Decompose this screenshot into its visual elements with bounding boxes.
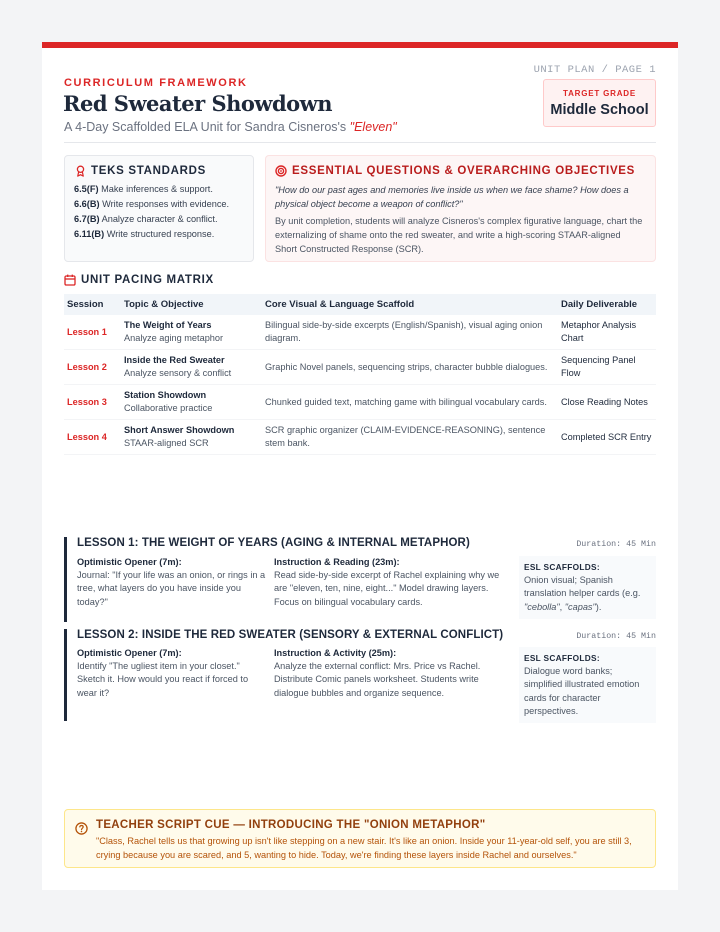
- topic-title: Inside the Red Sweater: [124, 355, 225, 365]
- scaffold-cell: Chunked guided text, matching game with bilingual vocabulary cards.: [262, 385, 558, 420]
- opener-text: Journal: "If your life was an onion, or rings in a tree, what layers do you have inside you today?": [77, 570, 266, 607]
- essential-questions-box: [265, 155, 656, 262]
- help-circle-icon: [75, 822, 88, 835]
- esl-spanish-word: "cebolla": [524, 601, 560, 612]
- deliverable-cell: Completed SCR Entry: [558, 420, 656, 455]
- essential-heading-text: ESSENTIAL QUESTIONS & OVERARCHING OBJECTIVES: [292, 165, 636, 177]
- esl-end: ).: [595, 601, 602, 612]
- overarching-objective: By unit completion, students will analyze Cisneros's complex figurative language, chart the externalizing of shame onto the red sweater, and write a high-scoring STAAR-aligned Short Constructed Response (SCR).: [275, 216, 643, 254]
- calendar-icon: [64, 274, 76, 286]
- lesson-duration: Duration: 45 Min: [576, 632, 656, 641]
- teacher-script-callout: [64, 809, 656, 868]
- column-header: Core Visual & Language Scaffold: [262, 294, 558, 315]
- esl-label: ESL SCAFFOLDS:: [524, 653, 600, 663]
- top-accent-bar: [42, 42, 678, 48]
- target-icon: [275, 165, 287, 177]
- page-title: Red Sweater Showdown: [63, 91, 333, 116]
- teks-item: [74, 197, 253, 212]
- instruction-column: [274, 647, 510, 700]
- session-cell: Lesson 3: [64, 385, 121, 420]
- page-label: UNIT PLAN / PAGE 1: [533, 64, 656, 76]
- teks-heading: [75, 165, 253, 177]
- lesson-title: LESSON 1: THE WEIGHT OF YEARS (AGING & INTERNAL METAPHOR): [77, 537, 470, 549]
- essential-question: "How do our past ages and memories live inside us when we face shame? How does a physical object become a weapon of conflict?": [275, 185, 629, 209]
- page-subtitle: [64, 120, 397, 134]
- topic-title: Short Answer Showdown: [124, 425, 235, 435]
- script-text: "Class, Rachel tells us that growing up isn't like stepping on a new stair. It's like an onion. Inside your 11-year-old self, you are still 3, crying because you are scared, and 5, wanting to hide. Today, we're finding these layers inside Rachel and ourselves.": [96, 836, 632, 860]
- header-divider: [64, 142, 656, 143]
- lesson-title: LESSON 2: INSIDE THE RED SWEATER (SENSORY & EXTERNAL CONFLICT): [77, 629, 504, 641]
- award-ribbon-icon: [75, 165, 86, 177]
- target-grade-value: Middle School: [550, 102, 649, 118]
- instruction-text: Analyze the external conflict: Mrs. Price vs Rachel. Distribute Comic panels worksheet. Students write dialogue bubbles and organize sequence.: [274, 661, 481, 698]
- topic-cell: [121, 385, 262, 420]
- esl-scaffolds-box: [519, 647, 656, 723]
- unit-plan-page: [42, 42, 678, 890]
- topic-title: The Weight of Years: [124, 320, 212, 330]
- topic-objective: Analyze aging metaphor: [124, 333, 224, 343]
- instruction-text: Read side-by-side excerpt of Rachel explaining why we are "eleven, ten, nine, eight..." Model drawing layers. Focus on bilingual vocabulary cards.: [274, 570, 500, 607]
- opener-label: Optimistic Opener (7m):: [77, 648, 182, 658]
- topic-title: Station Showdown: [124, 390, 207, 400]
- teks-list: [74, 182, 253, 242]
- column-header: Topic & Objective: [121, 294, 262, 315]
- table-row: [64, 315, 656, 350]
- topic-objective: Analyze sensory & conflict: [124, 368, 232, 378]
- esl-separator: ,: [559, 601, 565, 612]
- teks-item: [74, 212, 253, 227]
- topic-cell: [121, 420, 262, 455]
- esl-scaffolds-box: [519, 556, 656, 619]
- instruction-label: Instruction & Reading (23m):: [274, 557, 400, 567]
- scaffold-cell: Graphic Novel panels, sequencing strips, character bubble dialogues.: [262, 350, 558, 385]
- target-grade-badge: [543, 79, 656, 127]
- table-row: [64, 420, 656, 455]
- opener-column: [77, 647, 267, 700]
- topic-cell: [121, 350, 262, 385]
- subtitle-story-title: "Eleven": [349, 120, 397, 134]
- deliverable-cell: Close Reading Notes: [558, 385, 656, 420]
- lesson-1-block: [64, 537, 656, 622]
- script-heading: TEACHER SCRIPT CUE — INTRODUCING THE "ONION METAPHOR": [96, 819, 486, 831]
- pacing-matrix-table: [64, 294, 656, 455]
- target-grade-label: TARGET GRADE: [562, 89, 636, 98]
- teks-code: 6.5(F): [74, 184, 99, 194]
- deliverable-cell: Sequencing Panel Flow: [558, 350, 656, 385]
- esl-spanish-word: "capas": [564, 601, 596, 612]
- teks-text: Make inferences & support.: [101, 184, 213, 194]
- subtitle-text: A 4-Day Scaffolded ELA Unit for Sandra Cisneros's: [64, 120, 350, 134]
- topic-objective: STAAR-aligned SCR: [124, 438, 209, 448]
- teks-code: 6.6(B): [74, 199, 100, 209]
- esl-text: Dialogue word banks; simplified illustrated emotion cards for character perspectives.: [524, 666, 640, 716]
- opener-label: Optimistic Opener (7m):: [77, 557, 182, 567]
- teks-code: 6.7(B): [74, 214, 100, 224]
- lesson-duration: Duration: 45 Min: [576, 540, 656, 549]
- column-header: Daily Deliverable: [558, 294, 656, 315]
- teks-code: 6.11(B): [74, 229, 105, 239]
- lesson-accent-bar: [64, 537, 67, 622]
- teks-item: [74, 227, 253, 242]
- instruction-column: [274, 556, 510, 609]
- teks-standards-box: [64, 155, 254, 262]
- pacing-heading: [64, 274, 214, 286]
- section-kicker: CURRICULUM FRAMEWORK: [64, 77, 248, 89]
- esl-label: ESL SCAFFOLDS:: [524, 562, 600, 572]
- opener-column: [77, 556, 267, 609]
- table-header-row: [64, 294, 656, 315]
- opener-text: Identify "The ugliest item in your closet." Sketch it. How would you react if forced to wear it?: [77, 661, 249, 698]
- teks-item: [74, 182, 253, 197]
- topic-objective: Collaborative practice: [124, 403, 213, 413]
- lesson-2-block: [64, 629, 656, 721]
- lesson-accent-bar: [64, 629, 67, 721]
- table-row: [64, 350, 656, 385]
- session-cell: Lesson 2: [64, 350, 121, 385]
- scaffold-cell: SCR graphic organizer (CLAIM-EVIDENCE-REASONING), sentence stem bank.: [262, 420, 558, 455]
- scaffold-cell: Bilingual side-by-side excerpts (English/Spanish), visual aging onion diagram.: [262, 315, 558, 350]
- teks-text: Analyze character & conflict.: [101, 214, 218, 224]
- teks-text: Write responses with evidence.: [102, 199, 230, 209]
- session-cell: Lesson 1: [64, 315, 121, 350]
- table-row: [64, 385, 656, 420]
- deliverable-cell: Metaphor Analysis Chart: [558, 315, 656, 350]
- esl-text: Onion visual; Spanish translation helper cards (e.g.: [524, 575, 641, 599]
- topic-cell: [121, 315, 262, 350]
- column-header: Session: [64, 294, 121, 315]
- teks-text: Write structured response.: [106, 229, 215, 239]
- teks-heading-text: TEKS STANDARDS: [91, 165, 207, 177]
- essential-heading: [275, 165, 655, 177]
- instruction-label: Instruction & Activity (25m):: [274, 648, 397, 658]
- session-cell: Lesson 4: [64, 420, 121, 455]
- pacing-heading-text: UNIT PACING MATRIX: [81, 274, 214, 286]
